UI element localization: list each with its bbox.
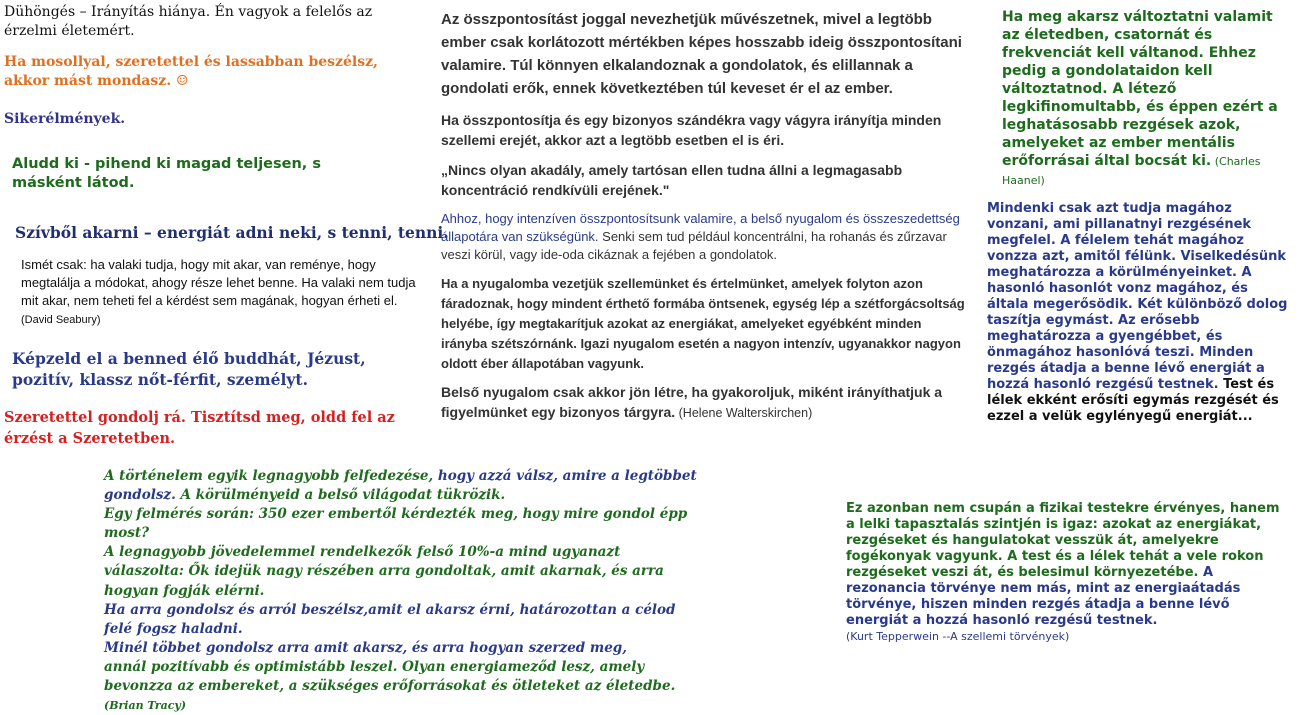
quote-attraction [987, 201, 1292, 425]
quote-attraction-text: Mindenki csak azt tudja magához vonzani, ami pillanatnyi rezgésének megfelel. A félelem tehát magához vonzza azt, amitől félünk. Viselkedésünk meghatározza a körülményeinket. A hasonló hasonlót vonz magához, és általa megerősödik. Két különböző dolog taszítja egymást. Az erősebb meghatározza a gyengébbet, és önmagához hasonlóvá teszi. Minden rezgés átadja a benne lévő energiát a hozzá hasonló rezgésű testnek. [987, 201, 1288, 392]
quote-anger: Dühöngés – Irányítás hiánya. Én vagyok a felelős az érzelmi életemért. [4, 4, 373, 39]
quote-success: Sikerélmények. [4, 111, 126, 127]
quote-love: Szeretettel gondolj rá. Tisztítsd meg, oldd fel az érzést a Szeretetben. [4, 409, 395, 447]
quote-seabury-cite: (David Seabury) [21, 314, 101, 326]
article-paragraph-1: Az összpontosítást joggal nevezhetjük művészetnek, mivel a legtöbb ember csak korlátozott mértékben képes hosszabb ideig összpontosítani valamire. Túl könnyen elkalandoznak a gondolatok, és elillannak a gondolati erők, ennek következtében túl keveset ér el az ember. [441, 11, 962, 97]
quote-imagine: Képzeld el a benned élő buddhát, Jézust, pozitív, klassz nőt-férfit, személyt. [12, 349, 366, 389]
article-paragraph-2: Ha összpontosítja és egy bizonyos szándékra vagy vágyra irányítja minden szellemi erejét, akkor azt a legtöbb esetben el is éri. [441, 112, 942, 148]
main-article [441, 8, 971, 423]
article-paragraph-3-rest: Senki sem tud például koncentrálni, ha rohanás és zűrzavar veszi körül, vagy ide-oda cikáznak a fejében a gondolatok. [441, 229, 947, 262]
tracy-cite: (Brian Tracy) [104, 699, 187, 713]
quote-heart: Szívből akarni – energiát adni neki, s tenni, tenni. [15, 223, 449, 242]
quote-tepperwein [846, 501, 1292, 645]
tracy-line-5a: Minél többet gondolsz arra amit akarsz, és arra hogyan szerzed meg, [104, 639, 627, 656]
tracy-line-1c: A körülményeid a belső világodat tükrözik. [175, 487, 506, 504]
tepperwein-cite: (Kurt Tepperwein --A szellemi törvények) [846, 630, 1070, 643]
tepperwein-text-2: A rezonancia törvénye nem más, mint az energiaátadás törvénye, hiszen minden rezgés átadja a benne lévő energiát a hozzá hasonló rezgésű testnek. [846, 565, 1241, 628]
article-quote: „Nincs olyan akadály, amely tartósan ellen tudna állni a legmagasabb koncentráció rendkívüli erejének." [441, 162, 903, 198]
tepperwein-text-1: Ez azonban nem csupán a fizikai testekre érvényes, hanem a lelki tapasztalás szintjén is igaz: azokat az energiákat, rezgéseket és hangulatokat vesszük át, amelyekre fogékonyak vagyunk. A test és a lélek tehát a vele rokon rezgéseket veszi át, és belesimul környezetébe. [846, 501, 1280, 580]
article-paragraph-5-cite: (Helene Walterskirchen) [675, 406, 813, 420]
article-paragraph-5 [441, 382, 971, 423]
quote-haanel-text: Ha meg akarsz változtatni valamit az életedben, csatornát és frekvenciát kell váltanod. Ehhez pedig a gondolataidon kell változtatnod. A létező legkifinomultabb, és éppen ezért a leghatásosabb rezgések azok, amelyeket az ember mentális erőforrásai által bocsát ki. [1002, 9, 1278, 169]
article-paragraph-3-lead: Ahhoz, hogy intenzíven összpontosítsunk valamire, a belső nyugalom és összeszedettség állapotára van szükségünk. [441, 211, 960, 244]
article-paragraph-3 [441, 210, 971, 264]
quote-haanel-cite: (Charles Haanel) [1002, 155, 1261, 187]
quote-smile: Ha mosollyal, szeretettel és lassabban beszélsz, akkor mást mondasz. ☺ [4, 54, 378, 89]
tracy-line-2: Egy felmérés során: 350 ezer embertől kérdezték meg, hogy mire gondol épp most? [104, 506, 688, 542]
tracy-line-5b: annál pozitívabb és optimistább leszel. Olyan energiameződ lesz, amely bevonzza az embereket, a szükséges erőforrásokat és ötleteket az életedbe. [104, 658, 676, 695]
quote-haanel [1002, 8, 1292, 190]
quote-sleep: Aludd ki - pihend ki magad teljesen, s másként látod. [12, 156, 321, 191]
quote-tracy [104, 467, 704, 715]
quote-attraction-dark: Test és lélek ekként erősíti egymás rezgését és ezzel a velük egylényegű energiát... [987, 377, 1279, 424]
quote-seabury [21, 256, 421, 329]
quote-seabury-text: Ismét csak: ha valaki tudja, hogy mit akar, van reménye, hogy megtalálja a módokat, ahogy része lehet benne. Ha valaki nem tudja mit akar, nem teheti fel a kérdést sem magának, hogyan érheti el. [21, 257, 416, 308]
tracy-line-4: Ha arra gondolsz és arról beszélsz,amit el akarsz érni, határozottan a célod felé fogsz haladni. [104, 601, 676, 637]
article-paragraph-5-text: Belső nyugalom csak akkor jön létre, ha gyakoroljuk, miként irányíthatjuk a figyelmünket egy bizonyos tárgyra. [441, 384, 943, 420]
tracy-line-1a: A történelem egyik legnagyobb felfedezése, [104, 468, 434, 484]
tracy-line-1b: hogy azzá válsz, amire a legtöbbet gondolsz. [104, 468, 697, 504]
tracy-line-3: A legnagyobb jövedelemmel rendelkezők felső 10%-a mind ugyanazt válaszolta: Ők idejük nagy részében arra gondoltak, amit akarnak, és arra hogyan fogják elérni. [104, 544, 664, 599]
article-paragraph-4: Ha a nyugalomba vezetjük szellemünket és értelmünket, amelyek folyton azon fáradoznak, hogy mindent érthető formába öntsenek, egység lép a szétforgácsoltság helyébe, így megtakarítjuk azokat az energiákat, amelyeket egyébként minden irányba szétszórnánk. Igazi nyugalom esetén a nagyon intenzív, ugyanakkor nagyon oldott éber állapotában vagyunk. [441, 276, 965, 371]
